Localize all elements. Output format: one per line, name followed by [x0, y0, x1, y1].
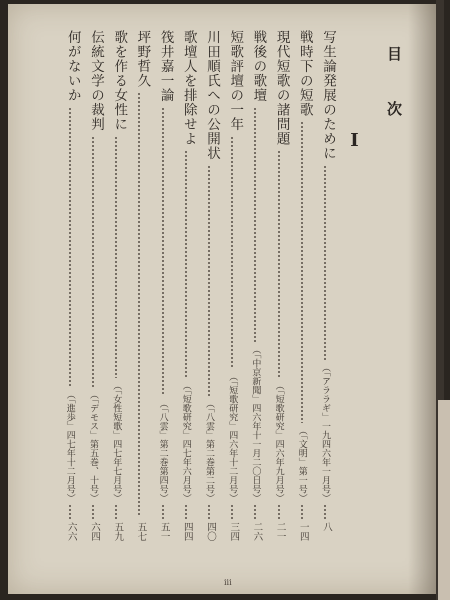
toc-entry-source: （「進歩」四七年十二月号） — [64, 389, 75, 502]
toc-leader-dots — [324, 504, 326, 520]
toc-entry-title: 戦後の歌壇 — [250, 30, 267, 103]
toc-entry-page: 五九 — [112, 522, 124, 541]
toc-entry-title: 写生論発展のために — [320, 30, 336, 161]
toc-leader-dots — [254, 504, 256, 520]
toc-heading: 目次 — [385, 46, 403, 156]
toc-entry-source: （「八雲」第二巻第四号） — [157, 398, 168, 502]
toc-entry-page: 四〇 — [205, 522, 216, 541]
toc-leader-dots — [231, 504, 233, 520]
toc-entry-page: 二六 — [251, 522, 263, 541]
toc-entry-title: 坪野哲久 — [134, 30, 151, 88]
toc-leader-dots — [92, 504, 94, 520]
page-footer-number: iii — [224, 578, 232, 587]
toc-entry-title: 伝統文学の裁判 — [88, 30, 104, 132]
toc-leader-dots — [278, 150, 280, 378]
section-mark: Ⅰ — [344, 130, 365, 151]
toc-entry-page: 六四 — [89, 522, 100, 541]
toc-leader-dots — [162, 107, 164, 396]
toc-leader-dots — [301, 121, 303, 423]
toc-leader-dots — [162, 504, 164, 520]
toc-entry-title: 歌を作る女性に — [111, 30, 128, 132]
toc-entry-source: （「アララギ」一九四六年一月号） — [320, 362, 330, 502]
toc-leader-dots — [69, 107, 71, 387]
toc-entry-title: 何がないか — [64, 30, 81, 103]
toc-leader-dots — [231, 136, 233, 369]
page-edge — [438, 400, 450, 600]
toc-entry-source: （「女性短歌」四七年七月号） — [111, 380, 122, 502]
toc-entry-title: 現代短歌の諸問題 — [273, 30, 290, 146]
toc-entry-title: 川田順氏への公開状 — [204, 30, 220, 161]
toc-leader-dots — [278, 504, 280, 520]
toc-leader-dots — [208, 504, 210, 520]
toc-leader-dots — [254, 107, 256, 342]
toc-entry-page: 一四 — [297, 522, 309, 541]
toc-entry-page: 五七 — [135, 522, 147, 541]
toc-leader-dots — [324, 165, 326, 360]
toc-entry-page: 四四 — [181, 522, 193, 541]
toc-leader-dots — [208, 165, 210, 396]
toc-entry-title: 筏井嘉一論 — [157, 30, 174, 103]
toc-entry-source: （「短歌研究」四六年十二月号） — [227, 371, 238, 502]
toc-entry-source: （「中京新聞」四六年十一月二〇日号） — [250, 344, 261, 502]
toc-entry-source: （「文明」第一号） — [296, 425, 307, 502]
toc-entry-page: 三四 — [228, 522, 240, 541]
toc-entry-page: 二一 — [274, 522, 286, 541]
toc-leader-dots — [185, 504, 187, 520]
toc-entry-title: 歌壇人を排除せよ — [180, 30, 197, 146]
toc-entry-title: 短歌評壇の一年 — [227, 30, 244, 132]
toc-leader-dots — [185, 150, 187, 378]
toc-entry-page: 八 — [321, 522, 332, 532]
toc-leader-dots — [69, 504, 71, 520]
toc-entry-page: 六六 — [65, 522, 77, 541]
toc-entry-title: 戦時下の短歌 — [296, 30, 313, 117]
toc-leader-dots — [115, 136, 117, 378]
toc-leader-dots — [301, 504, 303, 520]
toc-leader-dots — [115, 504, 117, 520]
toc-leader-dots — [138, 92, 140, 516]
toc-entry-page: 五一 — [158, 522, 170, 541]
toc-entry-source: （「短歌研究」四六年九月号） — [273, 380, 284, 502]
toc-entry-source: （「短歌研究」四七年六月号） — [180, 380, 191, 502]
toc-entry-source: （「デモス」第五巻、十号） — [88, 389, 98, 502]
toc-leader-dots — [92, 136, 94, 387]
toc-entry-source: （「八雲」第二巻第二号） — [204, 398, 214, 502]
